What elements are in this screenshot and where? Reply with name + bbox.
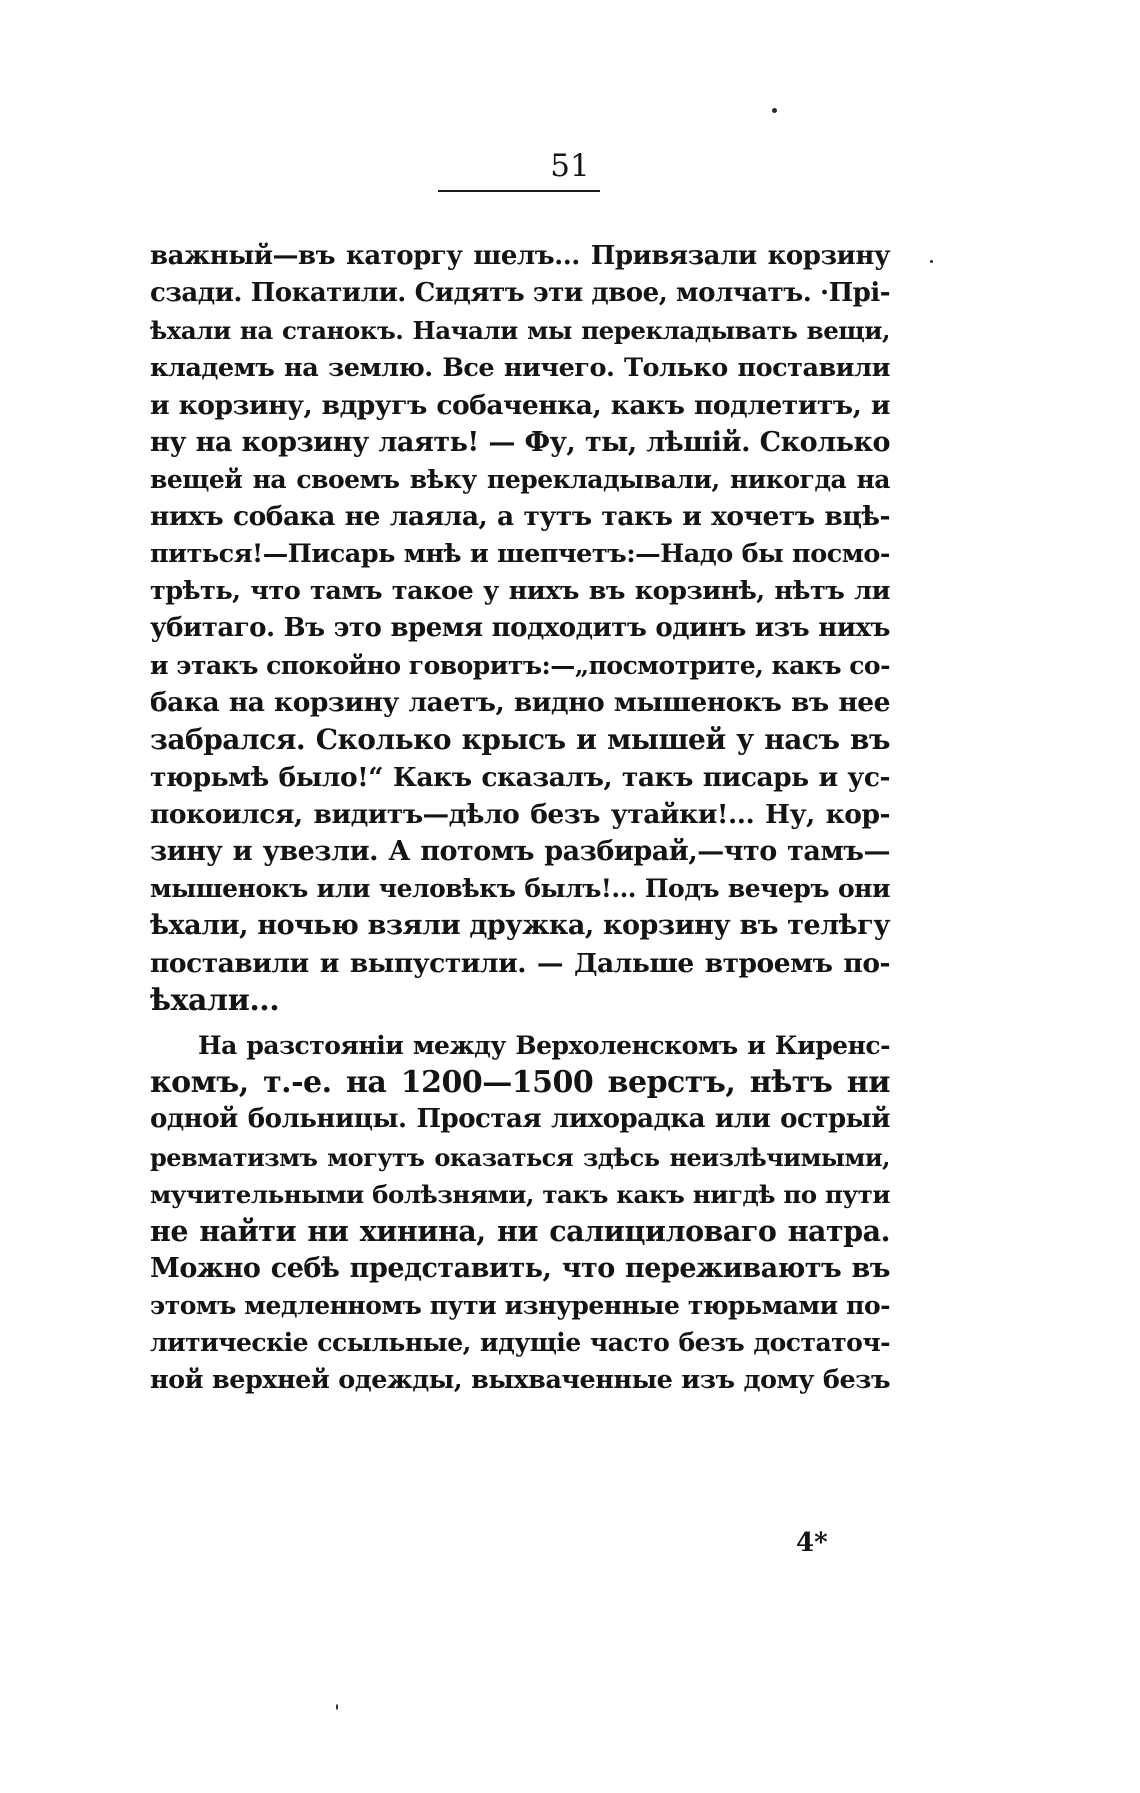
text-line: тюрьмѣ было!“ Какъ сказалъ, такъ писарь и ус- (150, 761, 890, 793)
text-line: важный—въ каторгу шелъ... Привязали корзину (150, 241, 890, 271)
text-line: сзади. Покатили. Сидятъ эти двое, молчатъ. ·Прі- (150, 278, 890, 309)
text-line: мучительными болѣзнями, такъ какъ нигдѣ по пути (150, 1179, 890, 1209)
text-line: зину и увезли. А потомъ разбирай,—что тамъ— (150, 836, 890, 867)
text-line: забрался. Сколько крысъ и мышей у насъ въ (150, 723, 890, 757)
text-line: поставили и выпустили. — Дальше втроемъ по- (150, 947, 890, 979)
text-line: ѣхали, ночью взяли дружка, корзину въ телѣгу (150, 910, 890, 942)
text-line: литическіе ссыльные, идущіе часто безъ достаточ- (150, 1328, 890, 1358)
text-line: мышенокъ или человѣкъ былъ!... Подъ вечеръ они (150, 874, 890, 904)
text-line: и корзину, вдругъ собаченка, какъ подлетитъ, и (150, 389, 890, 421)
text-line: ревматизмъ могутъ оказаться здѣсь неизлѣчимыми, (150, 1142, 890, 1172)
text-line: ѣхали... (150, 982, 280, 1018)
text-line: этомъ медленномъ пути изнуренные тюрьмами по- (150, 1291, 890, 1321)
text-line: На разстояніи между Верхоленскомъ и Киренс- (198, 1030, 890, 1060)
text-line: и этакъ спокойно говоритъ:—„посмотрите, какъ со- (150, 651, 890, 681)
text-line: бака на корзину лаетъ, видно мышенокъ въ нее (150, 687, 890, 719)
text-line: ной верхней одежды, выхваченные изъ дому безъ (150, 1364, 890, 1395)
paragraph-1 (150, 238, 890, 1019)
signature-mark: 4* (796, 1528, 828, 1558)
ink-speck (336, 1704, 338, 1710)
paragraph-gap (150, 1019, 890, 1027)
text-line: ѣхали на станокъ. Начали мы перекладывать вещи, (150, 316, 890, 346)
text-line: Можно себѣ представить, что переживаютъ въ (150, 1253, 890, 1285)
text-line: не найти ни хинина, ни салициловаго натра. (150, 1213, 890, 1248)
ink-speck (772, 108, 777, 113)
ink-speck (930, 260, 933, 263)
text-line: комъ, т.-е. на 1200—1500 верстъ, нѣтъ ни (150, 1065, 890, 1101)
text-line: вещей на своемъ вѣку перекладывали, никогда на (150, 465, 890, 495)
text-line: убитаго. Въ это время подходитъ одинъ изъ нихъ (150, 612, 890, 643)
text-line: покоился, видитъ—дѣло безъ утайки!... Ну, кор- (150, 798, 890, 830)
page-number: 51 (550, 148, 590, 184)
text-line: ну на корзину лаять! — Фу, ты, лѣшій. Сколько (150, 426, 890, 458)
text-line: питься!—Писарь мнѣ и шепчетъ:—Надо бы посмо- (150, 538, 890, 569)
text-line: кладемъ на землю. Все ничего. Только поставили (150, 352, 890, 383)
text-line: трѣть, что тамъ такое у нихъ въ корзинѣ, нѣтъ ли (150, 575, 890, 606)
header-rule (438, 190, 600, 192)
text-line: одной больницы. Простая лихорадка или острый (150, 1104, 890, 1135)
paragraph-2 (150, 1027, 890, 1399)
text-line: нихъ собака не лаяла, а тутъ такъ и хочетъ вцѣ- (150, 501, 890, 533)
body-text (150, 238, 890, 1399)
